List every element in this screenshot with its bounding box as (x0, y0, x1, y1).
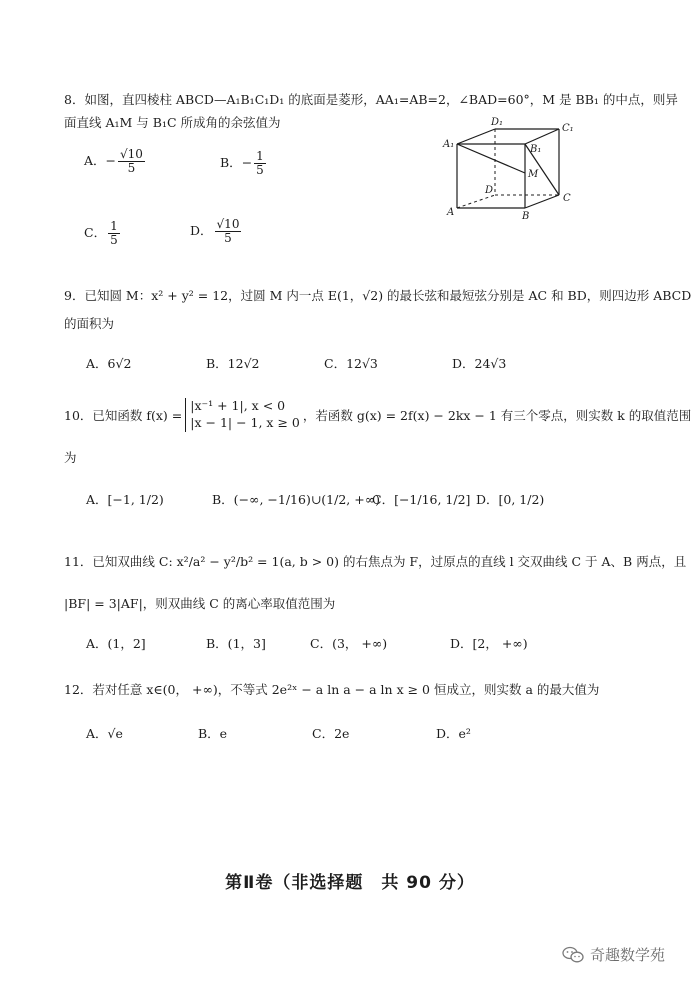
q8-option-b: B．− $\frac{1}{5}$ (220, 149, 264, 178)
q9-stem-line2: 的面积为 (64, 316, 115, 331)
label-b: B (522, 211, 530, 222)
q11-option-d: D．[2， +∞) (450, 636, 528, 651)
watermark (562, 944, 665, 965)
q11-option-c: C．(3， +∞) (310, 636, 388, 651)
q10-option-b: B．(−∞, −1/16)∪(1/2, +∞) (212, 492, 380, 507)
q9-option-a: A．6√2 (86, 356, 132, 371)
q11-option-a: A．(1，2] (86, 636, 146, 651)
piecewise-brace: |x⁻¹ + 1|, x < 0 |x − 1| − 1, x ≥ 0 (185, 398, 300, 432)
label-a: A (447, 207, 455, 218)
q10-option-d: D．[0, 1/2) (476, 492, 545, 507)
q8-option-c: C． $\frac{1}{5}$ (84, 219, 118, 248)
section-title: 第Ⅱ卷（非选择题 共 90 分） (225, 873, 475, 893)
watermark-text: 奇趣数学苑 (590, 946, 666, 964)
wechat-icon (562, 946, 584, 964)
label-d: D (485, 185, 494, 196)
label-a1: A₁ (443, 139, 455, 150)
label-c1: C₁ (562, 123, 574, 134)
q10-stem-line2: 为 (64, 450, 77, 465)
label-m: M (528, 169, 539, 180)
q9-option-c: C．12√3 (324, 356, 378, 371)
q9-option-b: B．12√2 (206, 356, 260, 371)
q8-stem-line1: 8．如图，直四棱柱 ABCD—A₁B₁C₁D₁ 的底面是菱形，AA₁=AB=2，∠BAD=60°，M 是 BB₁ 的中点，则异 (64, 92, 678, 107)
q11-stem-line2: |BF| = 3|AF|，则双曲线 C 的离心率取值范围为 (64, 596, 336, 611)
q8-stem-line2: 面直线 A₁M 与 B₁C 所成角的余弦值为 (64, 115, 281, 130)
q12-stem-line1: 12．若对任意 x∈(0， +∞)，不等式 2e²ˣ − a ln a − a ln x ≥ 0 恒成立，则实数 a 的最大值为 (64, 682, 600, 697)
q11-option-b: B．(1，3] (206, 636, 266, 651)
prism-figure (435, 115, 595, 225)
q9-option-d: D．24√3 (452, 356, 507, 371)
q9-stem-line1: 9．已知圆 M：x² + y² = 12，过圆 M 内一点 E(1，√2) 的最长弦和最短弦分别是 AC 和 BD，则四边形 ABCD (64, 288, 692, 303)
q12-option-d: D．e² (436, 726, 471, 741)
q12-option-b: B．e (198, 726, 228, 741)
q10-option-a: A．[−1, 1/2) (86, 492, 164, 507)
q12-option-a: A．√e (86, 726, 123, 741)
q10-option-c: C．[−1/16, 1/2] (372, 492, 471, 507)
label-b1: B₁ (530, 144, 542, 155)
q12-option-c: C．2e (312, 726, 350, 741)
label-c: C (563, 193, 571, 204)
q8-option-d: D． $\frac{√10}{5}$ (190, 217, 240, 246)
q10-stem-line1: 10．已知函数 f(x) = |x⁻¹ + 1|, x < 0 |x − 1| − 1, x ≥ 0 ，若函数 g(x) = 2f(x) − 2kx − 1 有三个零点，则实数 k 的取值范围 (64, 398, 692, 430)
q8-option-a: A．− $\frac{√10}{5}$ (84, 147, 143, 176)
q11-stem-line1: 11．已知双曲线 C: x²/a² − y²/b² = 1(a, b > 0) 的右焦点为 F，过原点的直线 l 交双曲线 C 于 A、B 两点，且 (64, 554, 687, 569)
label-d1: D₁ (491, 117, 504, 128)
